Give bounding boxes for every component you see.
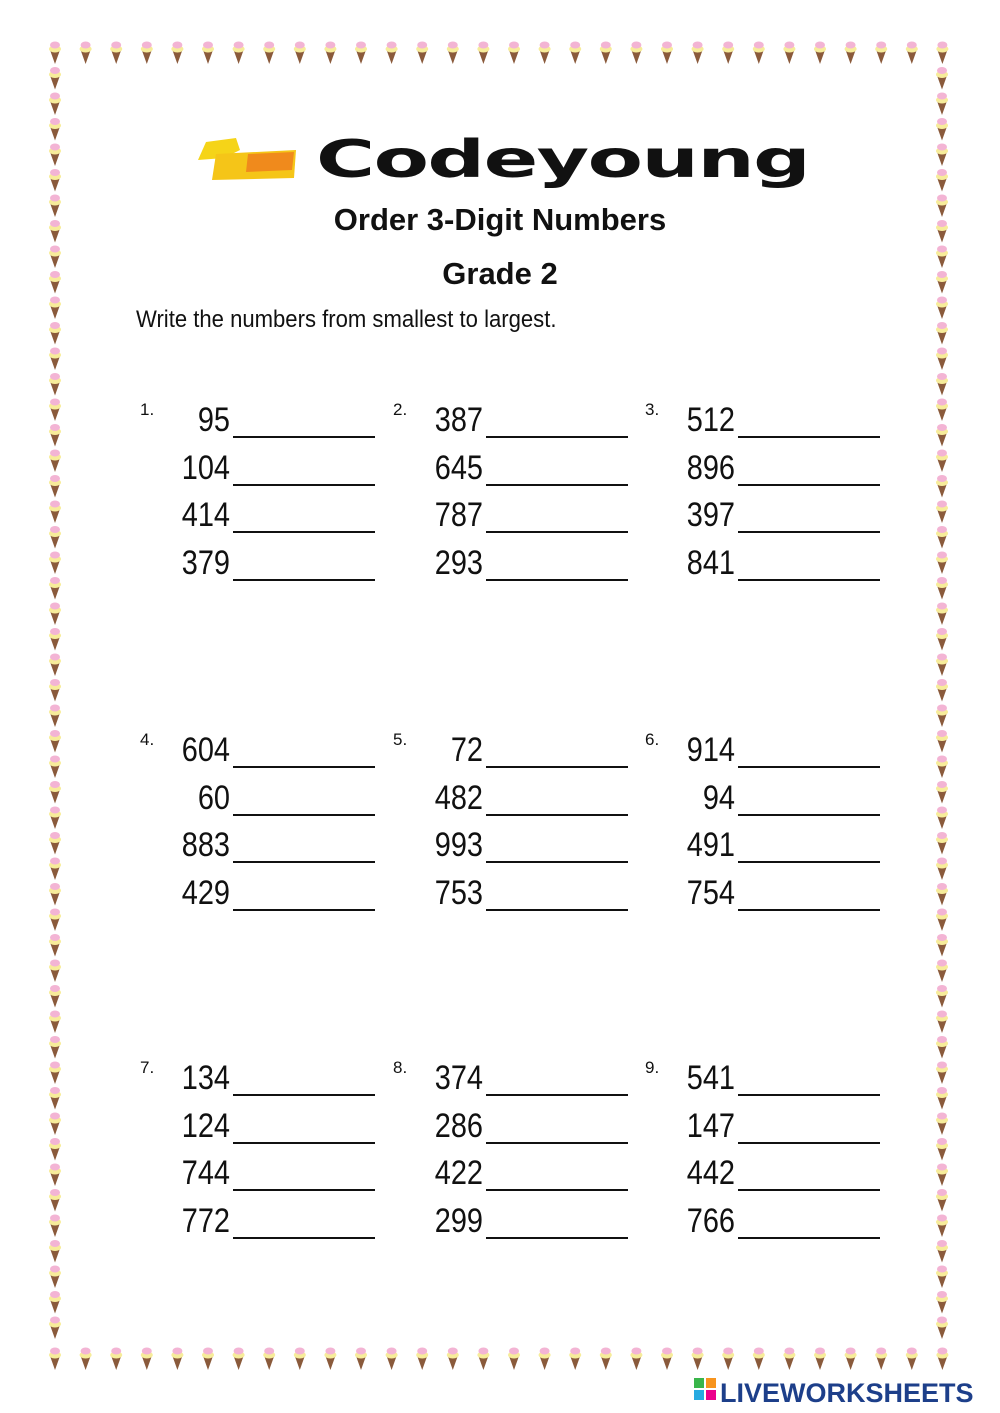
- ice-cream-cone-icon: [416, 42, 428, 65]
- number-row: [140, 873, 380, 919]
- number-value: 993: [434, 826, 483, 864]
- ice-cream-cone-icon: [936, 832, 948, 855]
- ice-cream-cone-icon: [936, 705, 948, 728]
- number-value: 541: [686, 1059, 735, 1097]
- ice-cream-cone-icon: [49, 1240, 61, 1263]
- number-row: [140, 543, 380, 589]
- ice-cream-cone-icon: [49, 730, 61, 753]
- ice-cream-cone-icon: [233, 1348, 245, 1371]
- codeyoung-logo: [196, 128, 810, 192]
- answer-line[interactable]: [738, 1237, 880, 1239]
- ice-cream-cone-icon: [936, 424, 948, 447]
- answer-line[interactable]: [233, 531, 375, 533]
- ice-cream-cone-icon: [936, 501, 948, 524]
- answer-line[interactable]: [486, 1237, 628, 1239]
- ice-cream-cone-icon: [936, 1291, 948, 1314]
- number-row: [140, 730, 380, 776]
- ice-cream-cone-icon: [630, 42, 642, 65]
- number-value: 104: [181, 448, 230, 487]
- ice-cream-cone-icon: [661, 42, 673, 65]
- number-row: [140, 448, 380, 494]
- number-value: 787: [434, 496, 483, 534]
- ice-cream-cone-icon: [49, 373, 61, 396]
- problem-number: 7.: [140, 1058, 155, 1077]
- ice-cream-cone-icon: [416, 1348, 428, 1371]
- ice-cream-cone-icon: [936, 654, 948, 677]
- number-value: 422: [434, 1154, 483, 1192]
- number-value: 379: [181, 543, 230, 582]
- number-value: 387: [434, 401, 483, 439]
- ice-cream-cone-icon: [875, 1348, 887, 1371]
- number-row: [140, 1058, 380, 1104]
- number-value: 744: [181, 1154, 230, 1192]
- number-value: 134: [181, 1059, 230, 1097]
- number-row: [140, 495, 380, 541]
- number-row: [645, 448, 885, 494]
- answer-line[interactable]: [233, 1142, 375, 1144]
- ice-cream-cone-icon: [49, 399, 61, 422]
- instructions: Write the numbers from smallest to largest.: [136, 306, 557, 333]
- ice-cream-cone-icon: [936, 144, 948, 167]
- ice-cream-cone-icon: [80, 1348, 92, 1371]
- ice-cream-cone-icon: [936, 883, 948, 906]
- ice-cream-cone-icon: [936, 1087, 948, 1110]
- ice-cream-cone-icon: [508, 1348, 520, 1371]
- ice-cream-cone-icon: [936, 807, 948, 830]
- number-row: [393, 778, 633, 824]
- ice-cream-cone-icon: [722, 42, 734, 65]
- ice-cream-cone-icon: [936, 1215, 948, 1238]
- number-value: 95: [197, 401, 230, 439]
- ice-cream-cone-icon: [692, 1348, 704, 1371]
- answer-line[interactable]: [738, 1142, 880, 1144]
- ice-cream-cone-icon: [936, 42, 948, 65]
- ice-cream-cone-icon: [49, 42, 61, 65]
- ice-cream-cone-icon: [936, 679, 948, 702]
- ice-cream-cone-icon: [49, 1317, 61, 1340]
- ice-cream-cone-icon: [49, 501, 61, 524]
- problem-number: 1.: [140, 400, 155, 419]
- ice-cream-cone-icon: [936, 603, 948, 626]
- number-value: 482: [434, 778, 483, 817]
- number-row: [140, 778, 380, 824]
- number-value: 914: [686, 731, 735, 769]
- ice-cream-cone-icon: [936, 1317, 948, 1340]
- ice-cream-cone-icon: [936, 1240, 948, 1263]
- answer-line[interactable]: [233, 436, 375, 438]
- answer-line[interactable]: [738, 1189, 880, 1191]
- ice-cream-cone-icon: [49, 1087, 61, 1110]
- ice-cream-cone-icon: [936, 450, 948, 473]
- ice-cream-cone-icon: [49, 781, 61, 804]
- number-row: [140, 1201, 380, 1247]
- ice-cream-cone-icon: [49, 1138, 61, 1161]
- ice-cream-cone-icon: [49, 577, 61, 600]
- number-row: [645, 400, 885, 446]
- number-row: [645, 1153, 885, 1199]
- ice-cream-cone-icon: [875, 42, 887, 65]
- ice-cream-cone-icon: [508, 42, 520, 65]
- ice-cream-cone-icon: [49, 1266, 61, 1289]
- ice-cream-cone-icon: [49, 450, 61, 473]
- ice-cream-cone-icon: [49, 67, 61, 90]
- ice-cream-cone-icon: [80, 42, 92, 65]
- ice-cream-cone-icon: [936, 934, 948, 957]
- answer-line[interactable]: [233, 1237, 375, 1239]
- problem-number: 5.: [393, 730, 408, 749]
- problem-number: 6.: [645, 730, 660, 749]
- ice-cream-cone-icon: [355, 1348, 367, 1371]
- answer-line[interactable]: [486, 909, 628, 911]
- answer-line[interactable]: [486, 1094, 628, 1096]
- ice-cream-cone-icon: [324, 42, 336, 65]
- number-row: [645, 730, 885, 776]
- ice-cream-cone-icon: [355, 42, 367, 65]
- ice-cream-cone-icon: [845, 42, 857, 65]
- ice-cream-cone-icon: [49, 679, 61, 702]
- answer-line[interactable]: [738, 1094, 880, 1096]
- number-value: 645: [434, 448, 483, 487]
- answer-line[interactable]: [738, 861, 880, 863]
- liveworksheets-text: LIVEWORKSHEETS: [720, 1378, 974, 1408]
- ice-cream-cone-icon: [783, 42, 795, 65]
- number-value: 604: [181, 731, 230, 769]
- ice-cream-cone-icon: [49, 169, 61, 192]
- ice-cream-cone-icon: [49, 832, 61, 855]
- ice-cream-cone-icon: [539, 1348, 551, 1371]
- answer-line[interactable]: [486, 1189, 628, 1191]
- ice-cream-cone-icon: [477, 1348, 489, 1371]
- ice-cream-cone-icon: [783, 1348, 795, 1371]
- ice-cream-cone-icon: [936, 169, 948, 192]
- ice-cream-cone-icon: [936, 1348, 948, 1371]
- number-row: [393, 1106, 633, 1152]
- number-value: 883: [181, 826, 230, 864]
- worksheet-title: Order 3-Digit Numbers: [333, 202, 667, 237]
- number-row: [393, 495, 633, 541]
- number-row: [645, 873, 885, 919]
- ice-cream-cone-icon: [49, 475, 61, 498]
- ice-cream-cone-icon: [936, 1011, 948, 1034]
- problem-3: [645, 400, 885, 610]
- ice-cream-cone-icon: [936, 399, 948, 422]
- number-value: 512: [686, 401, 735, 439]
- number-value: 60: [197, 778, 230, 817]
- ice-cream-cone-icon: [171, 1348, 183, 1371]
- answer-line[interactable]: [738, 579, 880, 581]
- ice-cream-cone-icon: [110, 1348, 122, 1371]
- ice-cream-cone-icon: [936, 1266, 948, 1289]
- answer-line[interactable]: [486, 861, 628, 863]
- number-value: 299: [434, 1201, 483, 1240]
- ice-cream-cone-icon: [49, 552, 61, 575]
- codeyoung-logo-mark-icon: [196, 128, 306, 188]
- ice-cream-cone-icon: [936, 118, 948, 141]
- number-row: [393, 825, 633, 871]
- ice-cream-cone-icon: [936, 67, 948, 90]
- problem-number: 9.: [645, 1058, 660, 1077]
- ice-cream-cone-icon: [477, 42, 489, 65]
- ice-cream-cone-icon: [49, 144, 61, 167]
- number-value: 397: [686, 496, 735, 534]
- number-value: 753: [434, 873, 483, 912]
- ice-cream-cone-icon: [202, 42, 214, 65]
- ice-cream-cone-icon: [630, 1348, 642, 1371]
- number-row: [645, 543, 885, 589]
- ice-cream-cone-icon: [49, 756, 61, 779]
- problem-9: [645, 1058, 885, 1268]
- answer-line[interactable]: [233, 484, 375, 486]
- ice-cream-cone-icon: [936, 730, 948, 753]
- ice-cream-cone-icon: [49, 960, 61, 983]
- ice-cream-cone-icon: [49, 603, 61, 626]
- ice-cream-cone-icon: [49, 526, 61, 549]
- ice-cream-cone-icon: [141, 42, 153, 65]
- ice-cream-cone-icon: [539, 42, 551, 65]
- problem-7: [140, 1058, 380, 1268]
- number-row: [645, 1058, 885, 1104]
- ice-cream-cone-icon: [49, 322, 61, 345]
- number-value: 374: [434, 1059, 483, 1097]
- number-value: 491: [686, 826, 735, 864]
- ice-cream-cone-icon: [845, 1348, 857, 1371]
- number-row: [645, 495, 885, 541]
- ice-cream-cone-icon: [722, 1348, 734, 1371]
- ice-cream-cone-icon: [814, 1348, 826, 1371]
- ice-cream-cone-icon: [936, 1036, 948, 1059]
- number-value: 414: [181, 496, 230, 534]
- problem-1: [140, 400, 380, 610]
- ice-cream-cone-icon: [814, 42, 826, 65]
- answer-line[interactable]: [738, 436, 880, 438]
- ice-cream-cone-icon: [661, 1348, 673, 1371]
- number-row: [393, 448, 633, 494]
- ice-cream-cone-icon: [936, 756, 948, 779]
- ice-cream-cone-icon: [324, 1348, 336, 1371]
- ice-cream-cone-icon: [936, 858, 948, 881]
- ice-cream-cone-icon: [447, 42, 459, 65]
- ice-cream-cone-icon: [49, 118, 61, 141]
- number-value: 72: [450, 731, 483, 769]
- problem-6: [645, 730, 885, 940]
- problem-number: 4.: [140, 730, 155, 749]
- ice-cream-cone-icon: [49, 807, 61, 830]
- number-value: 124: [181, 1106, 230, 1145]
- ice-cream-cone-icon: [49, 93, 61, 116]
- ice-cream-cone-icon: [49, 1348, 61, 1371]
- ice-cream-cone-icon: [936, 1113, 948, 1136]
- ice-cream-cone-icon: [49, 1113, 61, 1136]
- ice-cream-cone-icon: [49, 424, 61, 447]
- problem-number: 8.: [393, 1058, 408, 1077]
- number-row: [393, 1201, 633, 1247]
- ice-cream-cone-icon: [386, 42, 398, 65]
- ice-cream-cone-icon: [906, 42, 918, 65]
- ice-cream-cone-icon: [936, 297, 948, 320]
- number-value: 754: [686, 873, 735, 912]
- number-row: [393, 543, 633, 589]
- codeyoung-logo-text: Codeyoung: [316, 130, 810, 190]
- ice-cream-cone-icon: [49, 705, 61, 728]
- answer-line[interactable]: [486, 1142, 628, 1144]
- ice-cream-cone-icon: [110, 42, 122, 65]
- ice-cream-cone-icon: [141, 1348, 153, 1371]
- ice-cream-cone-icon: [936, 552, 948, 575]
- ice-cream-cone-icon: [906, 1348, 918, 1371]
- ice-cream-cone-icon: [202, 1348, 214, 1371]
- answer-line[interactable]: [486, 579, 628, 581]
- ice-cream-cone-icon: [49, 628, 61, 651]
- ice-cream-cone-icon: [233, 42, 245, 65]
- answer-line[interactable]: [233, 766, 375, 768]
- answer-line[interactable]: [738, 531, 880, 533]
- answer-line[interactable]: [233, 861, 375, 863]
- ice-cream-cone-icon: [294, 1348, 306, 1371]
- ice-cream-cone-icon: [569, 1348, 581, 1371]
- ice-cream-cone-icon: [447, 1348, 459, 1371]
- answer-line[interactable]: [233, 909, 375, 911]
- number-row: [393, 730, 633, 776]
- ice-cream-cone-icon: [936, 1138, 948, 1161]
- number-value: 772: [181, 1201, 230, 1240]
- ice-cream-cone-icon: [49, 654, 61, 677]
- ice-cream-cone-icon: [569, 42, 581, 65]
- ice-cream-cone-icon: [936, 1164, 948, 1187]
- ice-cream-cone-icon: [386, 1348, 398, 1371]
- number-value: 429: [181, 873, 230, 912]
- answer-line[interactable]: [233, 1189, 375, 1191]
- number-row: [140, 1106, 380, 1152]
- number-row: [140, 825, 380, 871]
- ice-cream-cone-icon: [936, 373, 948, 396]
- number-row: [393, 1058, 633, 1104]
- problem-4: [140, 730, 380, 940]
- ice-cream-cone-icon: [936, 577, 948, 600]
- number-row: [393, 873, 633, 919]
- number-value: 841: [686, 543, 735, 582]
- ice-cream-cone-icon: [936, 475, 948, 498]
- number-value: 94: [702, 778, 735, 817]
- ice-cream-cone-icon: [49, 1062, 61, 1085]
- problem-2: [393, 400, 633, 610]
- ice-cream-cone-icon: [49, 858, 61, 881]
- ice-cream-cone-icon: [753, 1348, 765, 1371]
- ice-cream-cone-icon: [49, 883, 61, 906]
- ice-cream-cone-icon: [49, 909, 61, 932]
- problem-5: [393, 730, 633, 940]
- number-value: 286: [434, 1106, 483, 1145]
- answer-line[interactable]: [738, 814, 880, 816]
- number-row: [645, 1106, 885, 1152]
- number-value: 896: [686, 448, 735, 487]
- answer-line[interactable]: [233, 579, 375, 581]
- number-row: [645, 1201, 885, 1247]
- answer-line[interactable]: [233, 814, 375, 816]
- ice-cream-cone-icon: [753, 42, 765, 65]
- ice-cream-cone-icon: [936, 1062, 948, 1085]
- ice-cream-cone-icon: [263, 42, 275, 65]
- liveworksheets-icon: [694, 1378, 718, 1408]
- ice-cream-cone-icon: [692, 42, 704, 65]
- grade-label: Grade 2: [442, 256, 558, 291]
- ice-cream-cone-icon: [936, 960, 948, 983]
- ice-cream-cone-icon: [49, 1011, 61, 1034]
- answer-line[interactable]: [738, 484, 880, 486]
- ice-cream-cone-icon: [49, 934, 61, 957]
- ice-cream-cone-icon: [49, 1036, 61, 1059]
- answer-line[interactable]: [486, 531, 628, 533]
- ice-cream-cone-icon: [936, 348, 948, 371]
- ice-cream-cone-icon: [936, 93, 948, 116]
- number-row: [393, 400, 633, 446]
- ice-cream-cone-icon: [600, 1348, 612, 1371]
- number-value: 442: [686, 1154, 735, 1192]
- ice-cream-cone-icon: [49, 1164, 61, 1187]
- ice-cream-cone-icon: [936, 909, 948, 932]
- ice-cream-cone-icon: [936, 322, 948, 345]
- ice-cream-cone-icon: [49, 348, 61, 371]
- answer-line[interactable]: [486, 484, 628, 486]
- answer-line[interactable]: [486, 766, 628, 768]
- answer-line[interactable]: [486, 814, 628, 816]
- answer-line[interactable]: [486, 436, 628, 438]
- ice-cream-cone-icon: [49, 1189, 61, 1212]
- ice-cream-cone-icon: [263, 1348, 275, 1371]
- ice-cream-cone-icon: [936, 526, 948, 549]
- problem-8: [393, 1058, 633, 1268]
- answer-line[interactable]: [233, 1094, 375, 1096]
- ice-cream-cone-icon: [936, 628, 948, 651]
- ice-cream-cone-icon: [294, 42, 306, 65]
- ice-cream-cone-icon: [936, 985, 948, 1008]
- answer-line[interactable]: [738, 909, 880, 911]
- problem-number: 3.: [645, 400, 660, 419]
- number-value: 293: [434, 543, 483, 582]
- ice-cream-cone-icon: [936, 781, 948, 804]
- ice-cream-cone-icon: [49, 1291, 61, 1314]
- number-row: [140, 400, 380, 446]
- ice-cream-cone-icon: [49, 985, 61, 1008]
- ice-cream-cone-icon: [936, 1189, 948, 1212]
- number-row: [393, 1153, 633, 1199]
- ice-cream-cone-icon: [600, 42, 612, 65]
- number-value: 147: [686, 1106, 735, 1145]
- ice-cream-cone-icon: [171, 42, 183, 65]
- number-row: [645, 778, 885, 824]
- number-row: [645, 825, 885, 871]
- answer-line[interactable]: [738, 766, 880, 768]
- number-row: [140, 1153, 380, 1199]
- number-value: 766: [686, 1201, 735, 1240]
- problem-number: 2.: [393, 400, 408, 419]
- ice-cream-cone-icon: [49, 297, 61, 320]
- ice-cream-cone-icon: [49, 1215, 61, 1238]
